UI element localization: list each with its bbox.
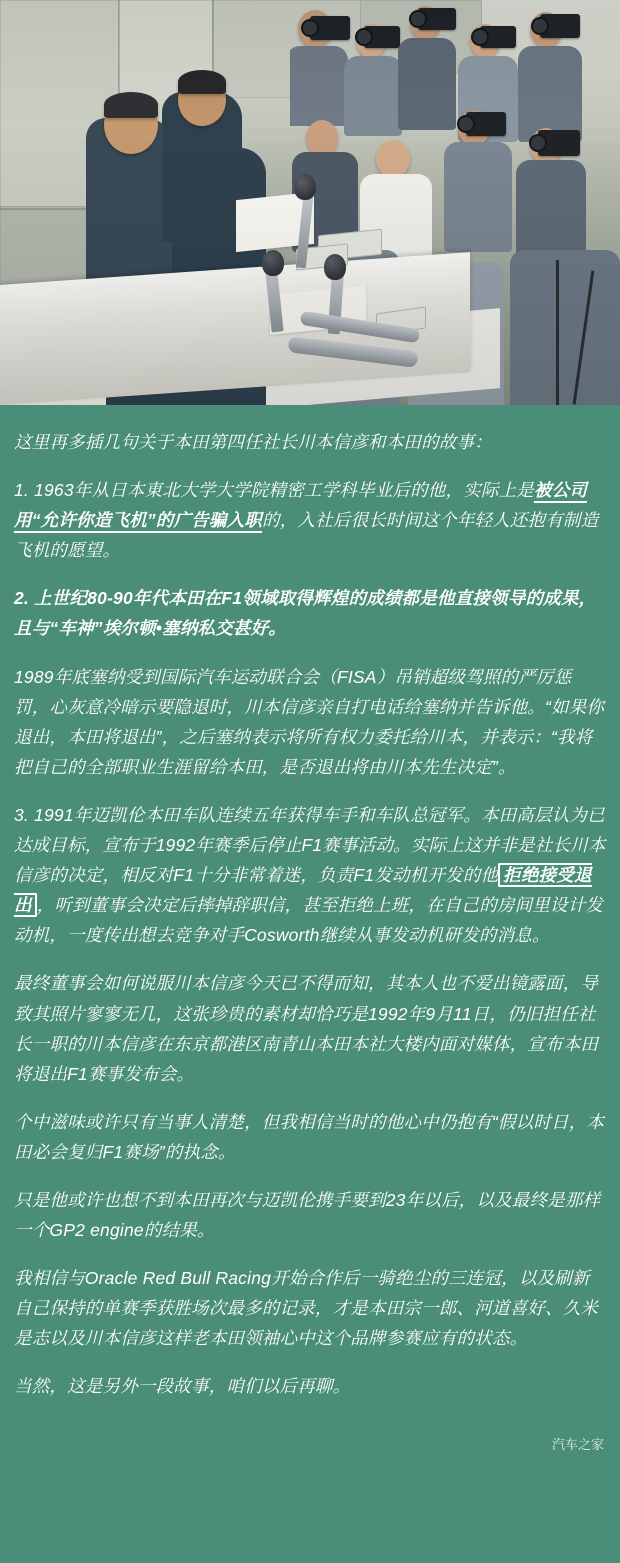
list-item-1-text-after: 的，入社后很长时间这个年轻人还抱有制造飞机的愿望。 — [14, 510, 599, 561]
list-item-3-text-before: 1991年迈凯伦本田车队连续五年获得车手和车队总冠军。本田高层认为已达成目标，宣布于1992年赛季后停止F1赛事活动。实际上这并非是社长川本信彦的决定，相反对F1十分非常着迷，负责F1发动机开发的他 — [14, 804, 606, 886]
camera-icon — [364, 26, 400, 48]
person-body — [510, 250, 620, 405]
camera-icon — [480, 26, 516, 48]
list-item-1-highlight: 被公司用“允许你造飞机”的广告骗入职 — [14, 480, 587, 533]
person-body — [344, 56, 402, 136]
paragraph-ending: 当然，这是另外一段故事，咱们以后再聊。 — [14, 1376, 351, 1397]
paragraph-feeling: 个中滋味或许只有当事人清楚，但我相信当时的他心中仍抱有“假以时日，本田必会复归F1赛场”的执念。 — [14, 1111, 605, 1162]
paragraph-intro: 这里再多插几句关于本田第四任社长川本信彦和本田的故事： — [14, 432, 492, 452]
footer-source: 汽车之家 — [551, 1436, 604, 1452]
person-body — [444, 142, 512, 252]
person-head — [306, 120, 338, 156]
camera-icon — [310, 16, 350, 40]
paragraph-senna: 1989年底塞纳受到国际汽车运动联合会（FISA）吊销超级驾照的严厉惩罚，心灰意冷暗示要隐退时，川本信彦亲自打电话给塞纳并告诉他。“如果你退出，本田将退出”，之后塞纳表示将所有权力委托给川本，并表示：“我将把自己的全部职业生涯留给本田，是否退出将由川本先生决定”。 — [14, 666, 605, 777]
tripod — [556, 260, 559, 405]
list-item-1-number: 1. — [14, 480, 29, 501]
paragraph-redbull: 我相信与Oracle Red Bull Racing开始合作后一骑绝尘的三连冠，以及刷新自己保持的单赛季获胜场次最多的记录，才是本田宗一郎、河道喜好、久米是志以及川本信彦这样老本田领袖心中这个品牌参赛应有的状态。 — [14, 1268, 599, 1349]
panel-member-hair — [178, 70, 226, 94]
list-item-3-highlight: 拒绝接受退出 — [14, 865, 592, 916]
camera-icon — [538, 130, 580, 156]
list-item-1-text-before: 1963年从日本東北大学大学院精密工学科毕业后的他，实际上是 — [29, 480, 534, 501]
microphone-head — [262, 250, 284, 276]
person-body — [290, 46, 348, 126]
camera-icon — [466, 112, 506, 136]
list-item-2-number: 2. — [14, 588, 29, 609]
paragraph-23years: 只是他或许也想不到本田再次与迈凯伦携手要到23年以后，以及最终是那样一个GP2 engine的结果。 — [14, 1189, 601, 1241]
list-item-2 — [14, 583, 606, 643]
paragraph-board: 最终董事会如何说服川本信彦今天已不得而知，其本人也不爱出镜露面，导致其照片寥寥无几，这张珍贵的素材却恰巧是1992年9月11日，仍旧担任社长一职的川本信彦在东京都港区南青山本田本社大楼内面对媒体，宣布本田将退出F1赛事发布会。 — [14, 973, 599, 1084]
list-item-2-text: 上世纪80-90年代本田在F1领域取得辉煌的成绩都是他直接领导的成果，且与“车神”埃尔顿•塞纳私交甚好。 — [14, 588, 597, 639]
press-conference-photo — [0, 0, 620, 405]
list-item-3-number: 3. — [14, 804, 29, 825]
list-item-3 — [14, 800, 606, 950]
person-head — [376, 140, 410, 178]
list-item-3-text-after: ，听到董事会决定后摔掉辞职信，甚至拒绝上班，在自己的房间里设计发动机，一度传出想去竞争对手Cosworth继续从事发动机研发的消息。 — [14, 895, 604, 946]
article-body — [0, 405, 620, 1430]
microphone-head — [294, 174, 316, 200]
camera-icon — [418, 8, 456, 30]
microphone-head — [324, 254, 346, 280]
camera-icon — [540, 14, 580, 38]
person-body — [398, 38, 456, 130]
panel-member-hair — [104, 92, 158, 118]
list-item-1 — [14, 475, 606, 565]
